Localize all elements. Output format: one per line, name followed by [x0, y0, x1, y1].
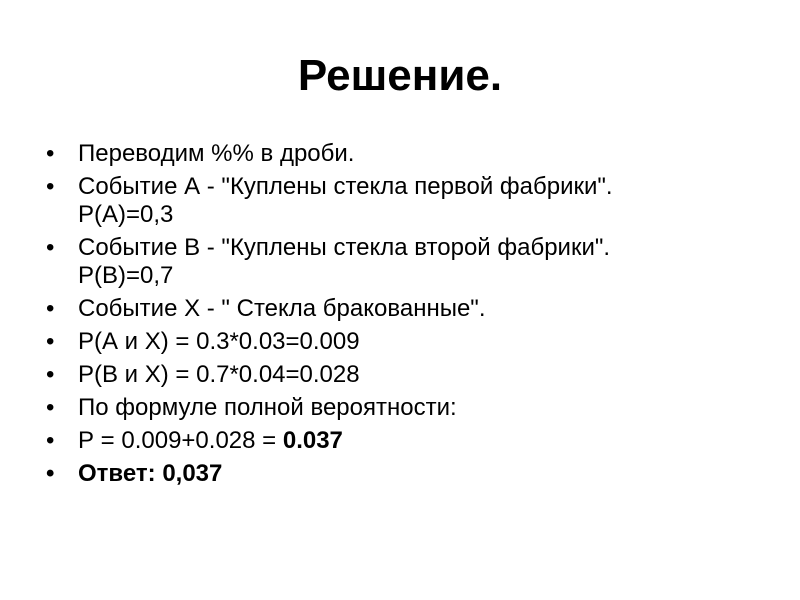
bullet-item-3	[46, 234, 766, 290]
bullet-dot-icon: •	[46, 361, 55, 388]
bullet-item-4	[46, 295, 766, 323]
bullet-item-1	[46, 140, 766, 168]
bullet-item-8	[46, 427, 766, 455]
bullet-dot-icon: •	[46, 295, 55, 322]
bullet-dot-icon: •	[46, 427, 55, 454]
bullet-text: Событие Х - " Стекла бракованные".	[78, 295, 486, 322]
bullet-text-prefix: Р = 0.009+0.028 =	[78, 427, 283, 454]
bullet-text: Р(А и Х) = 0.3*0.03=0.009	[78, 328, 360, 355]
slide-title: Решение.	[297, 51, 503, 100]
bullet-item-7	[46, 394, 766, 422]
bullet-dot-icon: •	[46, 173, 55, 200]
bullet-text-line2: Р(В)=0,7	[78, 262, 174, 289]
bullet-item-6	[46, 361, 766, 389]
bullet-item-answer	[46, 460, 766, 488]
bullet-text: По формуле полной вероятности:	[78, 394, 457, 421]
bullet-dot-icon: •	[46, 140, 55, 167]
bullet-text: Переводим %% в дроби.	[78, 140, 355, 167]
bullet-dot-icon: •	[46, 328, 55, 355]
bullet-dot-icon: •	[46, 394, 55, 421]
bullet-text-line1: Событие В - "Куплены стекла второй фабрики".	[78, 234, 611, 261]
bullet-dot-icon: •	[46, 234, 55, 261]
bullet-result-value: 0.037	[282, 427, 343, 454]
bullet-item-2	[46, 173, 766, 229]
bullet-list	[46, 140, 766, 493]
answer-label: Ответ	[78, 460, 148, 487]
bullet-dot-icon: •	[46, 460, 55, 487]
bullet-text-line1: Событие А - "Куплены стекла первой фабрики".	[78, 173, 613, 200]
answer-value: : 0,037	[147, 460, 223, 487]
bullet-text-line2: Р(А)=0,3	[78, 201, 174, 228]
bullet-text: Р(В и Х) = 0.7*0.04=0.028	[78, 361, 360, 388]
bullet-item-5	[46, 328, 766, 356]
